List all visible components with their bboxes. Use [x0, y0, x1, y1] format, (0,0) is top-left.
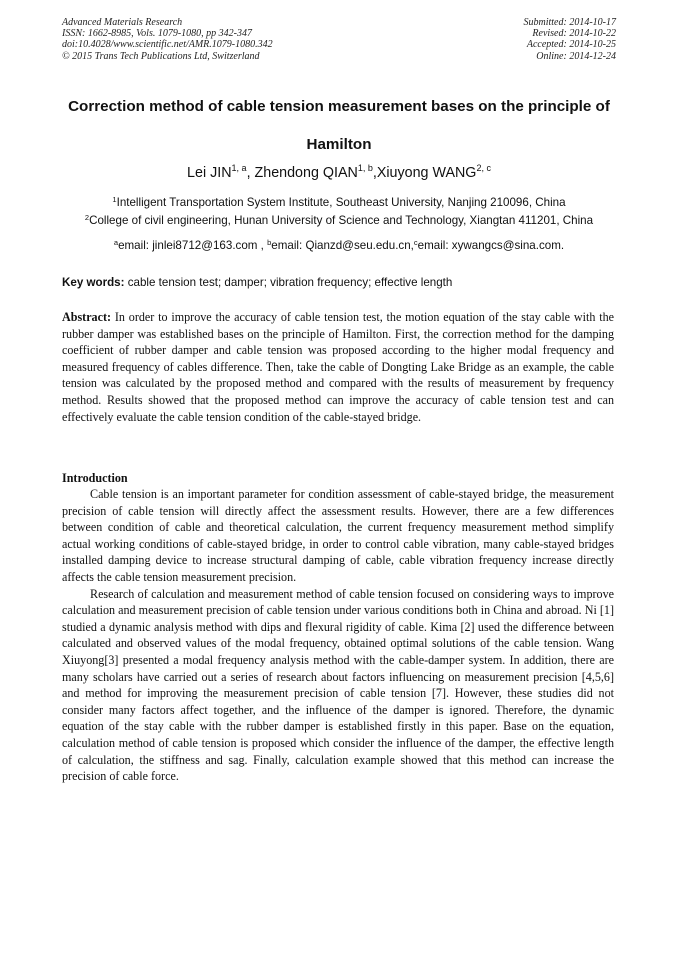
author-emails	[0, 238, 678, 253]
author-separator: ,	[246, 165, 255, 181]
journal-doi[interactable]: doi:10.4028/www.scientific.net/AMR.1079-1080.342	[62, 39, 273, 51]
journal-header-right	[524, 17, 617, 62]
journal-copyright: © 2015 Trans Tech Publications Ltd, Switzerland	[62, 50, 260, 62]
journal-issn: ISSN: 1662-8985, Vols. 1079-1080, pp 342-347	[62, 28, 252, 40]
affiliation-text: College of civil engineering, Hunan University of Science and Technology, Xiangtan 411201, China	[89, 214, 594, 227]
author-list	[0, 163, 678, 183]
accepted-date: Accepted: 2014-10-25	[526, 39, 616, 51]
abstract-label: Abstract:	[62, 310, 112, 324]
author-name: Zhendong QIAN	[254, 165, 358, 181]
author-name: Xiuyong WANG	[376, 165, 477, 181]
revised-date: Revised: 2014-10-22	[532, 28, 616, 40]
email-marker: b	[267, 238, 272, 247]
author-name: Lei JIN	[187, 165, 232, 181]
email-link[interactable]: email: jinlei8712@163.com ,	[118, 239, 268, 252]
abstract	[62, 309, 614, 425]
keywords-text: cable tension test; damper; vibration frequency; effective length	[127, 276, 453, 289]
journal-name: Advanced Materials Research	[62, 17, 183, 28]
journal-header-left	[62, 17, 273, 62]
keywords-label: Key words:	[62, 276, 125, 289]
author-affiliation-marker: 2, c	[476, 163, 491, 173]
online-date: Online: 2014-12-24	[536, 50, 616, 62]
paper-title: Correction method of cable tension measurement bases on the principle of Hamilton	[68, 98, 610, 153]
author-affiliation-marker: 1, a	[231, 163, 247, 173]
affiliation-1	[0, 195, 678, 210]
abstract-text: In order to improve the accuracy of cable tension test, the motion equation of the stay cable with the rubber damper was established bases on the principle of Hamilton. First, the correction method for the damping coefficient of rubber damper and cable tension was proposed according to the higher modal frequency and measured frequency of cables difference. Then, take the cable of Dongting Lake Bridge as an example, the cable tension was calculated by the proposed method and compared with the results of measurement by frequency method. Results showed that the proposed method can improve the accuracy of cable tension test and can effectively evaluate the cable tension condition of the cable-stayed bridge.	[62, 310, 614, 424]
affiliation-marker: 2	[84, 213, 90, 222]
email-marker: c	[413, 238, 418, 247]
author-separator: ,	[372, 165, 377, 181]
affiliation-text: Intelligent Transportation System Institute, Southeast University, Nanjing 210096, China	[116, 196, 566, 209]
affiliation-2	[0, 213, 678, 228]
author-affiliation-marker: 1, b	[357, 163, 373, 173]
paragraph: Research of calculation and measurement method of cable tension focused on considering ways to improve calculation and measurement precision of cable tension under various conditions both in China and abroad. Ni [1] studied a dynamic analysis method with dips and flexural rigidity of cable. Kima [2] used the difference between calculated and observed values of the modal frequency, obtained optimal solutions of the cable tension. Wang Xiuyong[3] presented a modal frequency analysis method with the cable-damper system. In addition, there are many scholars have carried out a series of research about factors influencing on measurement precision [4,5,6] and method for improving the measurement precision of cable tension [7]. However, these studies did not consider many factors affect together, and the influence of the damper is ignored. Therefore, the dynamic equation of the stay cable with the rubber damper is established firstly in this paper. Base on the equation, calculation method of cable tension is proposed which consider the influence of the damper, the effective length of calculation, the stiffness and sag. Finally, calculation example showed that this method can increase the precision of cable force.	[62, 586, 614, 784]
submitted-date: Submitted: 2014-10-17	[523, 17, 616, 28]
introduction-body	[62, 486, 614, 785]
affiliation-marker: 1	[112, 195, 117, 204]
paragraph: Cable tension is an important parameter for condition assessment of cable-stayed bridge, the measurement precision of cable tension will directly affect the assessment results. However, there are a few differences between condition of cable and theoretical calculation, the current frequency measurement method simplify actual working conditions of cable-stayed bridge, in order to control cable vibration, many cable-stayed bridges installed damping device to increase structural damping of cable, cable vibration frequency increase directly affects the cable tension measurement precision.	[62, 487, 614, 584]
email-link[interactable]: email: xywangcs@sina.com.	[417, 239, 565, 252]
email-marker: a	[113, 238, 119, 247]
email-link[interactable]: email: Qianzd@seu.edu.cn,	[271, 239, 414, 252]
section-heading-introduction: Introduction	[62, 471, 128, 485]
keywords	[62, 275, 452, 290]
